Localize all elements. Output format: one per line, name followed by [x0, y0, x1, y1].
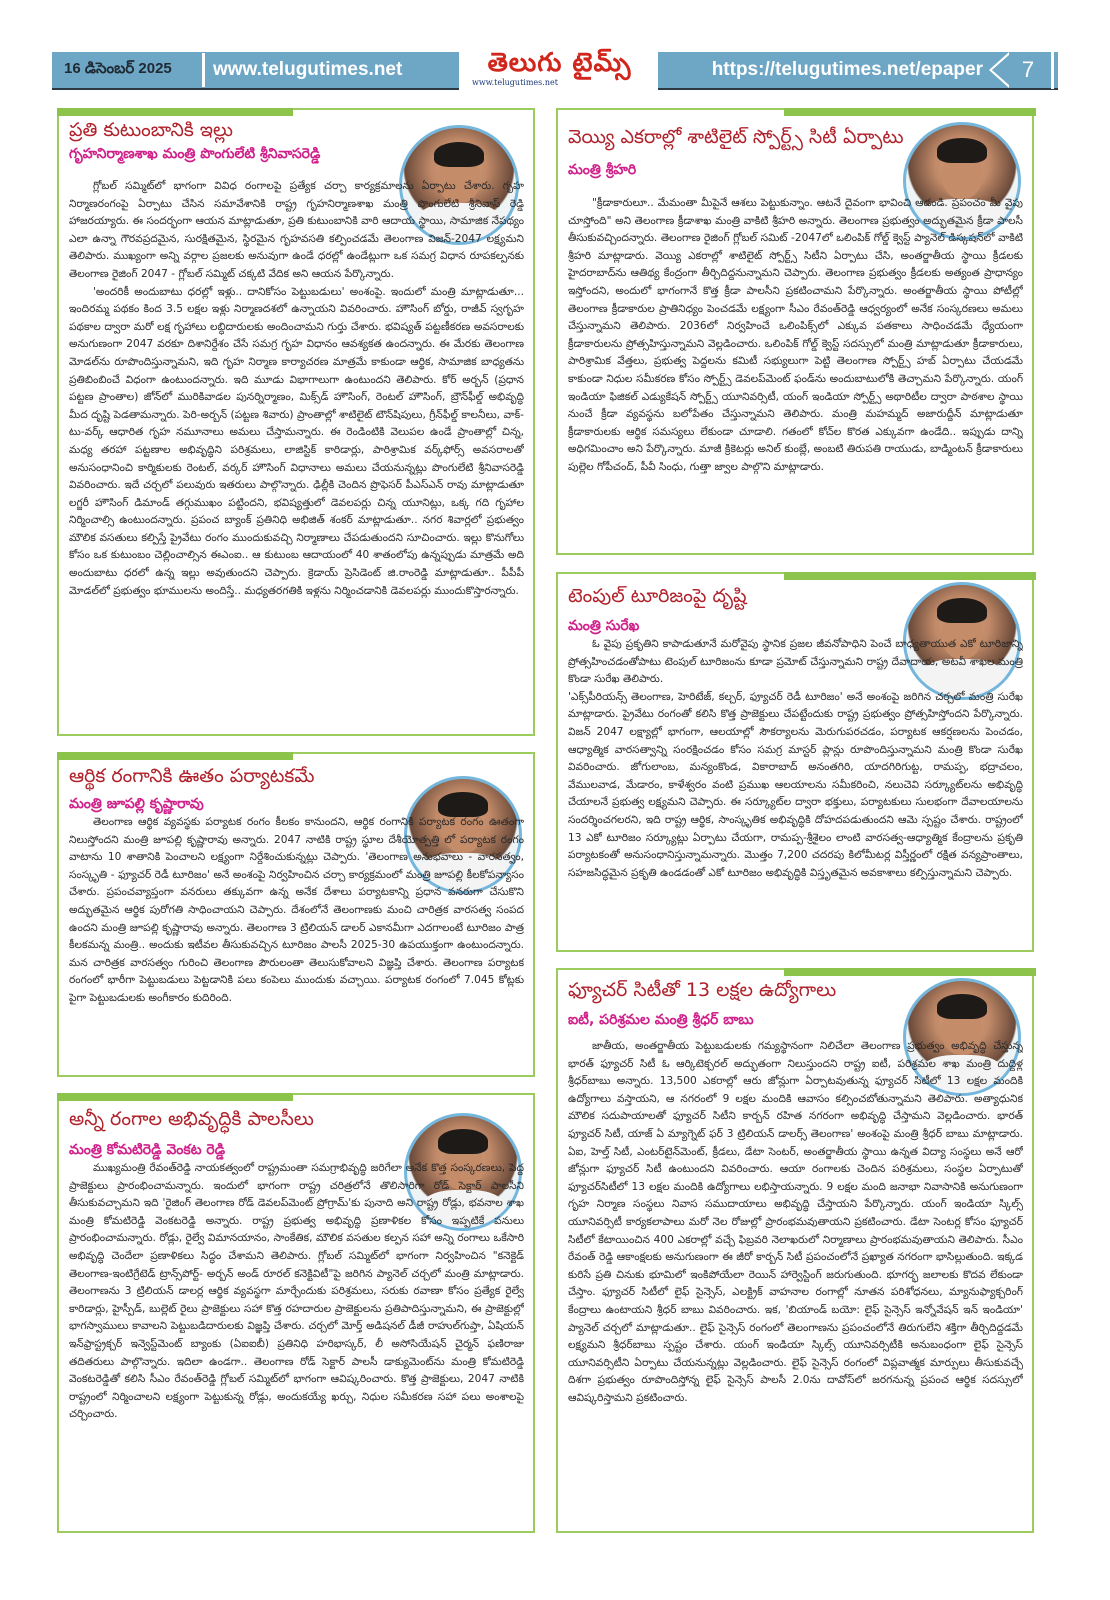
epaper-url-link[interactable]: https://telugutimes.net/epaper: [711, 59, 983, 80]
article-byline: ఐటీ, పరిశ్రమల మంత్రి శ్రీధర్ బాబు: [568, 1012, 754, 1028]
article-byline: మంత్రి జూపల్లి కృష్ణారావు: [69, 796, 204, 812]
site-url-link[interactable]: www.telugutimes.net: [213, 59, 403, 80]
header-divider: [202, 53, 205, 87]
article-accent-bar: [784, 968, 1036, 976]
header-edge-bar: [1051, 51, 1054, 89]
article-title: ఆర్థిక రంగానికి ఊతం పర్యాటకమే: [69, 765, 315, 787]
article-paragraph: గ్లోబల్ సమ్మిట్‌లో భాగంగా వివిధ రంగాలపై ప్రత్యేక చర్చా కార్యక్రమాలను ఏర్పాటు చేశారు. గృహ నిర్మాణరంగంపై ఏర్పాటు చేసిన సమావేశానికి రాష్ట్ర గృహనిర్మాణశాఖ మంత్రి పొంగులేటి శ్రీనివాస్ రెడ్డి హాజరయ్యారు. ఈ సందర్భంగా ఆయన మాట్లాడుతూ, ప్రతి కుటుంబానికి వారి ఆదాయ స్థాయి, సామాజిక నేపథ్యం ఎలా ఉన్నా గౌరవప్రదమైన, సురక్షితమైన, స్థిరమైన గృహవసతి కల్పించడమే తెలంగాణ విజన్-2047 లక్ష్యమని తెలిపారు. ముఖ్యంగా అన్ని వర్గాల ప్రజలకు అనువుగా ఉండే ధరల్లో ఉండేట్లుగా ఒక సమగ్ర విధాన రూపకల్పనకు తెలంగాణ రైజింగ్ 2047 - గ్లోబల్ సమ్మిట్ చక్కటి వేదిక అని ఆయన పేర్కొన్నారు.: [69, 180, 524, 280]
article-title: వెయ్యి ఎకరాల్లో శాటిలైట్ స్పోర్ట్స్ సిటీ ఏర్పాటు: [568, 126, 904, 148]
page-header: [52, 48, 1058, 90]
article-title: ఫ్యూచర్ సిటీతో 13 లక్షల ఉద్యోగాలు: [568, 979, 837, 1001]
article-byline: గృహనిర్మాణశాఖ మంత్రి పొంగులేటి శ్రీనివాసరెడ్డి: [69, 146, 321, 162]
article-body: [69, 178, 524, 733]
article-road-policies: [57, 1093, 535, 1533]
article-paragraph: ఓ వైపు ప్రకృతిని కాపాడుతూనే మరోవైపు స్థానిక ప్రజల జీవనోపాధిని పెంచే బాధ్యతాయుత ఎకో టూరిజాన్ని ప్రోత్సహించడంతోపాటు టెంపుల్ టూరిజంను కూడా ప్రమోట్ చేస్తున్నామని రాష్ట్ర దేవాదాయ, అటవీ శాఖల మంత్రి కొండా సురేఖ తెలిపారు.: [568, 638, 1023, 686]
article-byline: మంత్రి సురేఖ: [568, 618, 640, 634]
article-paragraph: 'ఎక్స్‌పీరియన్స్ తెలంగాణ, హెరిటేజ్, కల్చర్, ఫ్యూచర్ రెడీ టూరిజం' అనే అంశంపై జరిగిన చర్చలో మంత్రి సురేఖ మాట్లాడారు. ప్రైవేటు రంగంతో కలిసి కొత్త ప్రాజెక్టులు చేపట్టేందుకు రాష్ట్ర ప్రభుత్వం ప్రోత్సహిస్తోందని పేర్కొన్నారు. విజన్ 2047 లక్ష్యాల్లో భాగంగా, ఆలయాల్లో సౌకర్యాలను మెరుగుపరచడం, పర్యాటక ఆకర్షణలను పెంచడం, ఆధ్యాత్మిక వారసత్వాన్ని సంరక్షించడం కోసం సమగ్ర మాస్టర్ ప్లాన్లు రూపొందిస్తున్నామని మంత్రి కొండా సురేఖ వివరించారు. జోగులాంబ, మన్యంకొండ, వికారాబాద్ అనంతగిరి, యాదగిరిగుట్ట, రామప్ప, భద్రాచలం, వేములవాడ, మేడారం, కాళేశ్వరం వంటి ప్రముఖ ఆలయాలను సమీకరించి, నలుచెవి సర్క్యూట్‌లను అభివృద్ధి చేయాలనే ప్రభుత్వ లక్ష్యమని చెప్పారు. ఈ సర్క్యూట్‌ల ద్వారా భక్తులు, పర్యాటకులు సులభంగా దేవాలయాలను సందర్శించగలరని, ఇది రాష్ట్ర ఆర్థిక, సాంస్కృతిక అభివృద్ధికి దోహదపడుతుందని ఆమె స్పష్టం చేశారు. రాష్ట్రంలో 13 ఎకో టూరిజం సర్క్యూట్లు ఏర్పాటు చేయగా, రామప్ప-శ్రీశైలం లాంటి వారసత్వ-ఆధ్యాత్మిక కేంద్రాలను ప్రకృతి పర్యాటకంతో అనుసంధానిస్తున్నామన్నారు. మొత్తం 7,200 చదరపు కిలోమీటర్ల విస్తీర్ణంలో రక్షిత వన్యప్రాంతాలు, సహజసిద్ధమైన ప్రకృతి ఉండడంతో ఎకో టూరిజం అభివృద్ధికి విస్తృతమైన అవకాశాలు కల్పిస్తున్నామని చెప్పారు.: [568, 690, 1023, 879]
article-body: [568, 1038, 1023, 1528]
issue-date: 16 డిసెంబర్ 2025: [64, 59, 172, 77]
article-paragraph: "క్రీడాకారులూ.. మేమంతా మీపైనే ఆశలు పెట్టుకున్నాం. ఆటనే దైవంగా భావించి ఆడండి. ప్రపంచం మీ వైపు చూస్తోంది" అని తెలంగాణ క్రీడాశాఖ మంత్రి వాకిటి శ్రీహరి అన్నారు. తెలంగాణ ప్రభుత్వం అద్భుతమైన క్రీడా పాలసీ తీసుకువచ్చిందన్నారు. తెలంగాణ రైజింగ్ గ్లోబల్ సమిట్ -2047లో ఒలింపిక్ గోల్డ్ క్వెస్ట్ ప్యానెల్ డిస్కషన్‌లో వాకిటి శ్రీహరి మాట్లాడారు. వెయ్యి ఎకరాల్లో శాటిలైట్ స్పోర్ట్స్ సిటీని ఏర్పాటు చేసి, అంతర్జాతీయ స్థాయి క్రీడలకు హైదరాబాద్‌ను ఆతిథ్య కేంద్రంగా తీర్చిదిద్దనున్నామని చెప్పారు. తెలంగాణ ప్రభుత్వం క్రీడలకు అత్యంత ప్రాధాన్యం ఇస్తోందని, అందులో భాగంగానే కొత్త క్రీడా పాలసీని ప్రకటించామని పేర్కొన్నారు. అంతర్జాతీయ స్థాయి పోటీల్లో తెలంగాణ క్రీడాకారుల ప్రాతినిధ్యం పెంచడమే లక్ష్యంగా సీఎం రేవంత్‌రెడ్డి ఆధ్వర్యంలో అనేక సంస్కరణలు అమలు చేస్తున్నామని తెలిపారు. 2036లో నిర్వహించే ఒలింపిక్స్‌లో ఎక్కువ పతకాలు సాధించడమే ధ్యేయంగా క్రీడాకారులను ప్రోత్సహిస్తున్నామని వెల్లడించారు. ఒలింపిక్ గోల్డ్ క్వెస్ట్ సదస్సులో మంత్రి మాట్లాడుతూ క్రీడాకారులు, పారిశ్రామిక వేత్తలు, ప్రభుత్వ పెద్దలను కమిటీ సభ్యులుగా పెట్టి తెలంగాణ స్పోర్ట్స్ హబ్ ఏర్పాటు చేయడమే కాకుండా నిధుల సమీకరణ కోసం స్పోర్ట్స్ డెవలప్‌మెంట్ ఫండ్‌ను అందుబాటులోకి తెచ్చామని పేర్కొన్నారు. యంగ్ ఇండియా ఫిజికల్ ఎడ్యుకేషన్ స్పోర్ట్స్ యూనివర్సిటీ, యంగ్ ఇండియా స్పోర్ట్స్ అథారిటీల ద్వారా పాఠశాల స్థాయి నుంచే క్రీడా వ్యవస్థను బలోపేతం చేస్తున్నామని తెలిపారు. మంత్రి మహమ్మద్ అజారుద్దీన్ మాట్లాడుతూ క్రీడాకారులకు ఆర్థిక సమస్యలు లేకుండా చూడాలి. గతంలో కోచ్‌ల కొరత ఎక్కువగా ఉండేది.. ఇప్పుడు దాన్ని అధిగమించాం అని పేర్కొన్నారు. మాజీ క్రికెటర్లు అనిల్ కుంబ్లే, అంబటి తిరుపతి రాయుడు, బాడ్మింటన్ క్రీడాకారులు పుల్లెల గోపీచంద్, పీవీ సింధు, గుత్తా జ్వాల పాల్గొని మాట్లాడారు.: [568, 197, 1023, 473]
article-body: [568, 195, 1023, 550]
article-housing: [57, 108, 535, 736]
chevron-left-icon[interactable]: [989, 52, 1009, 88]
logo-subtitle: www.telugutimes.net: [472, 78, 558, 87]
article-byline: మంత్రి కోమటిరెడ్డి వెంకట రెడ్డి: [69, 1142, 226, 1158]
article-paragraph: ముఖ్యమంత్రి రేవంత్‌రెడ్డి నాయకత్వంలో రాష్ట్రమంతా సమగ్రాభివృద్ధి జరిగేలా అనేక కొత్త సంస్కరణలు, పెద్ద ప్రాజెక్టులు ప్రారంభించామన్నారు. ఇందులో భాగంగా రాష్ట్ర చరిత్రలోనే తొలిసారిగా రోడ్ సెక్టార్ పాలసీని తీసుకువచ్చామని ఇది 'రైజింగ్ తెలంగాణ రోడ్ డెవలప్‌మెంట్ ప్రోగ్రామ్'కు పునాది అని రాష్ట్ర రోడ్లు, భవనాల శాఖ మంత్రి కోమటిరెడ్డి వెంకటరెడ్డి అన్నారు. రాష్ట్ర ప్రభుత్వ అభివృద్ధి ప్రణాళికల కోసం ఇప్పటికే పనులు ప్రారంభించామన్నారు. రోడ్లు, రైల్వే విమానయానం, సాంకేతిక, మౌలిక వసతుల కల్పన సహా అన్ని రంగాలు ఒకేసారి అభివృద్ధి చెందేలా ప్రణాళికలు సిద్ధం చేశామని తెలిపారు. గ్లోబల్ సమ్మిట్‌లో భాగంగా నిర్వహించిన "కనెక్టెడ్ తెలంగాణ-ఇంటిగ్రేటెడ్ ట్రాన్స్‌పోర్ట్- అర్బన్ అండ్ రూరల్ కనెక్టివిటీ"పై జరిగిన ప్యానెల్ చర్చలో మంత్రి మాట్లాడారు. తెలంగాణను 3 ట్రిలియన్ డాలర్ల ఆర్థిక వ్యవస్థగా మార్చేందుకు పరిశ్రమలు, సరుకు రవాణా కోసం ప్రత్యేక రైల్వే కారిడార్లు, హైస్పీడ్, బుల్లెట్ రైలు ప్రాజెక్టులు సహా కొత్త రహదారుల ప్రాజెక్టులను ప్రతిపాదిస్తున్నామని, ఈ ప్రాజెక్టుల్లో భాగస్వాములు కావాలని పెట్టుబడిదారులకు విజ్ఞప్తి చేశారు. చర్చలో మోర్త్ అడిషనల్ డీజీ రాహుల్‌గుప్తా, ఏషియన్ ఇన్‌ఫ్రాస్ట్రక్చర్ ఇన్వెస్ట్‌మెంట్ బ్యాంకు (ఏఐఐబీ) ప్రతినిధి హరిభాస్కర్, లీ అసోసియేషన్ చైర్మన్ ఫణిరాజు తదితరులు పాల్గొన్నారు. ఇదిలా ఉండగా.. తెలంగాణ రోడ్ సెక్టార్ పాలసీ డాక్యుమెంట్‌ను మంత్రి కోమటిరెడ్డి వెంకటరెడ్డితో కలిసి సీఎం రేవంత్‌రెడ్డి గ్లోబల్ సమ్మిట్‌లో భాగంగా ఆవిష్కరించారు. కొత్త ప్రాజెక్టులు, 2047 నాటికి రాష్ట్రంలో నిర్మించాలని లక్ష్యంగా పెట్టుకున్న రోడ్లు, అందుకయ్యే ఖర్చు, నిధుల సమీకరణ సహా పలు అంశాలపై చర్చించారు.: [69, 1162, 524, 1421]
article-title: టెంపుల్ టూరిజంపై దృష్టి: [568, 585, 747, 607]
logo-title-text: తెలుగు టైమ్స్: [487, 48, 632, 78]
article-body: [69, 814, 524, 1074]
article-accent-bar: [57, 108, 293, 116]
article-accent-bar: [57, 752, 293, 760]
article-sports-city: [556, 108, 1034, 555]
logo-title: [462, 48, 657, 78]
telugu-times-logo[interactable]: [462, 48, 657, 92]
article-future-city: [556, 968, 1034, 1533]
article-title: ప్రతి కుటుంబానికి ఇల్లు: [69, 119, 233, 141]
article-paragraph: తెలంగాణ ఆర్థిక వ్యవస్థకు పర్యాటక రంగం కీలకం కానుందని, ఆర్థిక రంగానికి పర్యాటక రంగం ఊతంగా నిలుస్తోందని మంత్రి జూపల్లి కృష్ణారావు అన్నారు. 2047 నాటికి రాష్ట్ర స్థూల దేశీయోత్పత్తి లో పర్యాటక రంగం వాటాను 10 శాతానికి పెంచాలని లక్ష్యంగా నిర్దేశించుకున్నట్లు చెప్పారు. 'తెలంగాణ అనుభవాలు - వారసత్వం, సంస్కృతి - ఫ్యూచర్ రెడీ టూరిజం' అనే అంశంపై నిర్వహించిన చర్చా కార్యక్రమంలో మంత్రి జూపల్లి కీలకోపన్యాసం చేశారు. ప్రపంచవ్యాప్తంగా వనరులు తక్కువగా ఉన్న అనేక దేశాలు పర్యాటకాన్ని ప్రధాన వనరుగా చేసుకొని అద్భుతమైన ఆర్థిక పురోగతి సాధించాయని చెప్పారు. దేశంలోనే తెలంగాణకు మంచి చారిత్రక వారసత్వ సంపద ఉందని మంత్రి జూపల్లి కృష్ణారావు అన్నారు. తెలంగాణ 3 ట్రిలియన్ డాలర్ ఎకానమీగా ఎదగాలంటే టూరిజం పాత్ర కీలకమన్న మంత్రి.. అందుకు ఇటీవల తీసుకువచ్చిన టూరిజం పాలసీ 2025-30 ఉపయుక్తంగా ఉంటుందన్నారు. మన చారిత్రక వారసత్వం గురించి తెలంగాణ పౌరులంతా తెలుసుకోవాలని విజ్ఞప్తి చేశారు. తెలంగాణ పర్యాటక రంగంలో భారీగా పెట్టుబడులు పెట్టడానికి పలు కంపెలు ముందుకు వచ్చాయి. పర్యాటక రంగంలో 7.045 కోట్లకు పైగా పెట్టుబడులకు అంగీకారం కుదిరింది.: [69, 816, 524, 1004]
header-left-band: [52, 52, 459, 90]
article-title: అన్నీ రంగాల అభివృద్ధికి పాలసీలు: [69, 1108, 314, 1130]
header-right-band: [658, 52, 1058, 90]
article-accent-bar: [57, 1093, 293, 1101]
article-byline: మంత్రి శ్రీహరి: [568, 162, 637, 178]
article-tourism-economy: [57, 752, 535, 1077]
article-accent-bar: [784, 572, 1036, 580]
article-accent-bar: [784, 108, 1036, 116]
page-number: 7: [1021, 57, 1035, 82]
article-paragraph: 'అందరికీ అందుబాటు ధరల్లో ఇళ్లు.. దానికోసం పెట్టుబడులు' అంశంపై. ఇందులో మంత్రి మాట్లాడుతూ... ఇందిరమ్మ పథకం కింద 3.5 లక్షల ఇళ్లు నిర్మాణదశలో ఉన్నాయని వివరించారు. హౌసింగ్ బోర్డు, రాజీవ్ స్వగృహ పథకాల ద్వారా మరో లక్ష గృహాలు లబ్ధిదారులకు అందించామని గుర్తు చేశారు. భవిష్యత్ పట్టణీకరణ అవసరాలకు అనుగుణంగా 2047 వరకూ దిశానిర్దేశం చేసే సమగ్ర గృహ విధానం ఆవశ్యకత ఉందన్నారు. ఈ మేరకు తెలంగాణ మోడల్‌ను రూపొందిస్తున్నామని, ఇది గృహ నిర్మాణ కార్యాచరణ మాత్రమే కాకుండా ఆర్థిక, సామాజిక బాధ్యతను ప్రతిబింబించే విధంగా ఉంటుందన్నారు. ఇది మూడు విభాగాలుగా ఉంటుందని తెలిపారు. కోర్ అర్బన్ (ప్రధాన పట్టణ ప్రాంతాల) జోన్‌లో మురికివాడల పునర్నిర్మాణం, మిక్స్‌డ్ హౌసింగ్, రెంటల్ హౌసింగ్, బ్రౌన్‌ఫీల్డ్ అభివృద్ధి మీద దృష్టి పెడతామన్నారు. పెరి-అర్బన్ (పట్టణ శివారు) ప్రాంతాల్లో శాటిలైట్ టౌన్‌షిపులు, గ్రీన్‌ఫీల్డ్ కాలనీలు, వాక్-టు-వర్క్ ఆధారిత గృహ నమూనాలు అమలు చేస్తామన్నారు. ఈ రెండింటికి వెలుపల ఉండే ప్రాంతాల్లో చిన్న, మధ్య తరహా పట్టణాల అభివృద్ధిని పరిశ్రమలు, లాజిస్టిక్ కారిడార్లు, పారిశ్రామిక వర్క్‌ఫోర్స్ అవసరాలతో అనుసంధానించి కార్మికులకు రెంటల్, వర్కర్ హౌసింగ్ విధానాలు అమలు చేయనున్నట్లు పొంగులేటి శ్రీనివాసరెడ్డి వివరించారు. ఇదే చర్చలో పలువురు ఇతరులు పాల్గొన్నారు. ఢిల్లీకి చెందిన ప్రొఫెసర్ పీఎస్‌ఎన్ రావు మాట్లాడుతూ లగ్జరీ హౌసింగ్ డిమాండ్ తగ్గుముఖం పట్టిందని, భవిష్యత్తులో డెవలపర్లు చిన్న యూనిట్లు, ఒక్క గది గృహాల నిర్మించాల్సి ఉంటుందన్నారు. ప్రపంచ బ్యాంక్ ప్రతినిధి అభిజిత్ శంకర్ మాట్లాడుతూ.. నగర శివార్లలో ప్రభుత్వం మౌలిక వసతులు కల్పిస్తే ప్రైవేటు రంగం ముందుకువచ్చి నిర్మాణాలు చేపడుతుందని సూచించారు. ఇల్లు కొనుగోలు కోసం ఒక కుటుంబం చెల్లించాల్సిన ఈఎంఐ.. ఆ కుటుంబ ఆదాయంలో 40 శాతంలోపు ఉన్నప్పుడు మాత్రమే అది అందుబాటు ధరలో ఉన్న ఇల్లు అవుతుందని చెప్పారు. క్రెడాయ్ ప్రెసిడెంట్ జి.రాంరెడ్డి మాట్లాడుతూ.. పీపీపీ మోడల్‌లో ప్రభుత్వం భూములను అందిస్తే.. మధ్యతరగతికి ఇళ్లను నిర్మించడానికి డెవలపర్లు ముందుకొస్తారన్నారు.: [69, 285, 524, 597]
article-paragraph: జాతీయ, అంతర్జాతీయ పెట్టుబడులకు గమ్యస్థానంగా నిలిచేలా తెలంగాణ ప్రభుత్వం అభివృద్ధి చేస్తున్న భారత్ ఫ్యూచర్ సిటీ ఓ ఆర్కిటెక్చరల్ అద్భుతంగా నిలుస్తుందని రాష్ట్ర ఐటీ, పరిశ్రమల శాఖ మంత్రి దుద్దిళ్ల శ్రీధర్‌బాబు అన్నారు. 13,500 ఎకరాల్లో ఆరు జోన్లుగా ఏర్పాటవుతున్న ఫ్యూచర్ సిటీలో 13 లక్షల మందికి ఉద్యోగాలు వస్తాయని, ఆ నగరంలో 9 లక్షల మందికి ఆవాసం కల్పించబోతున్నామని తెలిపారు. అత్యాధునిక మౌలిక సదుపాయాలతో ఫ్యూచర్ సిటీని కార్బన్ రహిత నగరంగా అభివృద్ధి చేస్తామని వెల్లడించారు. భారత్ ఫ్యూచర్ సిటీ, యాజ్ ఏ మ్యాగ్నెట్ ఫర్ 3 ట్రిలియన్ డాలర్స్ తెలంగాణ' అంశంపై మంత్రి శ్రీధర్ బాబు మాట్లాడారు. ఏఐ, హెల్త్ సిటీ, ఎంటర్‌టైన్‌మెంట్, క్రీడలు, డేటా సెంటర్, అంతర్జాతీయ స్థాయి ఉన్నత విద్యా సంస్థలు అనే ఆరో జోన్లుగా ఫ్యూచర్ సిటీ ఉంటుందని వివరించారు. ఆయా రంగాలకు చెందిన పరిశ్రమలు, సంస్థల ఏర్పాటుతో ఫ్యూచర్‌సిటీలో 13 లక్షల మందికి ఉద్యోగాలు లభిస్తాయన్నారు. 9 లక్షల మంది జనాభా నివాసానికి అనుగుణంగా గృహ నిర్మాణ సంస్థలు నివాస సముదాయాలు అభివృద్ధి చేస్తాయని పేర్కొన్నారు. యంగ్ ఇండియా స్కిల్స్ యూనివర్సిటీ కార్యకలాపాలు మరో నెల రోజుల్లో ప్రారంభమవుతాయని ప్రకటించారు. డేటా సెంటర్ల కోసం ఫ్యూచర్ సిటీలో కేటాయించిన 400 ఎకరాల్లో వచ్చే ఫిబ్రవరి నెలాఖరులో నిర్మాణాలు ప్రారంభమవుతాయని తెలిపారు. సీఎం రేవంత్ రెడ్డి ఆకాంక్షలకు అనుగుణంగా ఈ జీరో కార్బన్ సిటీ ప్రపంచంలోనే ప్రఖ్యాత నగరంగా భాసిల్లుతుంది. ఇక్కడ కురిసే ప్రతి చినుకు భూమిలో ఇంకిపోయేలా రెయిన్ హార్వెస్టింగ్ జరుగుతుంది. భూగర్భ జలాలకు కొదవ లేకుండా చేస్తాం. ఫ్యూచర్ సిటీలో లైఫ్ సైన్సెస్, ఎలక్ట్రిక్ వాహనాల రంగాల్లో నూతన పరిశోధనలు, మ్యానుఫ్యాక్చరింగ్ కేంద్రాలు ఉంటాయని శ్రీధర్ బాబు వివరించారు. ఇక, 'బియాండ్ బయో: లైఫ్ సైన్సెస్ ఇన్నోవేషన్ ఇన్ ఇండియా' ప్యానెల్ చర్చలో మాట్లాడుతూ.. లైఫ్ సైన్సెస్ రంగంలో తెలంగాణను ప్రపంచంలోనే తిరుగులేని శక్తిగా తీర్చిదిద్దడమే లక్ష్యమని శ్రీధర్‌బాబు స్పష్టం చేశారు. యంగ్ ఇండియా స్కిల్స్ యూనివర్సిటీకి అనుబంధంగా లైఫ్ సైన్సెస్ యూనివర్సిటీని ఏర్పాటు చేయనున్నట్లు వెల్లడించారు. లైఫ్ సైన్సెస్ రంగంలో విప్లవాత్మక మార్పులు తీసుకువచ్చే దిశగా ప్రభుత్వం రూపొందిస్తోన్న లైఫ్ సైన్సెస్ పాలసీ 2.0ను దావోస్‌లో జరగనున్న ప్రపంచ ఆర్థిక సదస్సులో ఆవిష్కరిస్తామని ప్రకటించారు.: [568, 1040, 1023, 1404]
article-body: [69, 1160, 524, 1530]
article-body: [568, 636, 1023, 948]
article-temple-tourism: [556, 572, 1034, 952]
